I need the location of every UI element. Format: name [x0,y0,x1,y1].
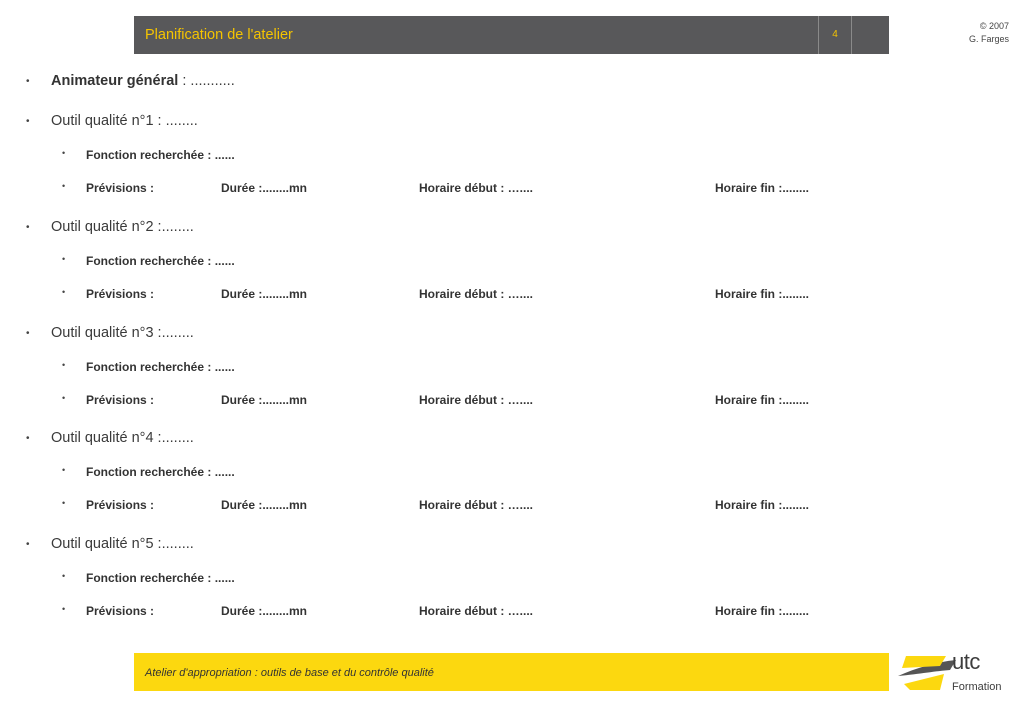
bullet-icon: • [26,328,30,339]
previsions-label: Prévisions : [86,287,155,301]
horaire-fin-field: Horaire fin :........ [715,604,810,618]
duree-field: Durée :........mn [221,393,308,407]
animateur-label: Animateur général [51,73,179,89]
bullet-icon: • [62,571,66,581]
bullet-icon: • [62,287,66,297]
outil-title: Outil qualité n°1 : ........ [51,113,198,129]
bullet-icon: • [62,254,66,264]
bullet-icon: • [62,465,66,475]
horaire-debut-field: Horaire début : ….... [419,604,534,618]
animateur-line [51,73,235,89]
horaire-fin-field: Horaire fin :........ [715,393,810,407]
duree-field: Durée :........mn [221,181,308,195]
bullet-icon: • [26,433,30,444]
animateur-value: : ........... [178,73,235,89]
bullet-icon: • [62,148,66,158]
fonction-recherchee: Fonction recherchée : ...... [86,465,235,479]
horaire-fin-field: Horaire fin :........ [715,181,810,195]
horaire-debut-field: Horaire début : ….... [419,181,534,195]
horaire-debut-field: Horaire début : ….... [419,287,534,301]
outil-title: Outil qualité n°4 :........ [51,430,194,446]
bullet-icon: • [62,360,66,370]
bullet-icon: • [26,222,30,233]
bullet-icon: • [62,393,66,403]
duree-field: Durée :........mn [221,287,308,301]
duree-field: Durée :........mn [221,604,308,618]
copyright [969,20,1009,46]
bullet-icon: • [62,181,66,191]
bullet-icon: • [62,604,66,614]
bullet-icon: • [26,539,30,550]
outil-title: Outil qualité n°2 :........ [51,219,194,235]
previsions-label: Prévisions : [86,604,155,618]
horaire-debut-field: Horaire début : ….... [419,498,534,512]
fonction-recherchee: Fonction recherchée : ...... [86,148,235,162]
logo-name: utc [952,649,980,674]
copyright-year: © 2007 [979,21,1009,31]
previsions-label: Prévisions : [86,393,155,407]
duree-field: Durée :........mn [221,498,308,512]
page-number: 4 [818,16,852,54]
bullet-icon: • [26,76,30,87]
previsions-label: Prévisions : [86,181,155,195]
copyright-author: G. Farges [968,34,1009,44]
fonction-recherchee: Fonction recherchée : ...... [86,571,235,585]
horaire-debut-field: Horaire début : ….... [419,393,534,407]
horaire-fin-field: Horaire fin :........ [715,287,810,301]
bullet-icon: • [26,116,30,127]
horaire-fin-field: Horaire fin :........ [715,498,810,512]
outil-title: Outil qualité n°5 :........ [51,536,194,552]
fonction-recherchee: Fonction recherchée : ...... [86,254,235,268]
bullet-icon: • [62,498,66,508]
previsions-label: Prévisions : [86,498,155,512]
outil-title: Outil qualité n°3 :........ [51,325,194,341]
header-bar [134,16,889,54]
fonction-recherchee: Fonction recherchée : ...... [86,360,235,374]
logo-subtitle: Formation [952,681,1002,693]
footer-text: Atelier d'appropriation : outils de base et du contrôle qualité [145,667,434,679]
footer-bar [134,653,889,691]
page-title: Planification de l'atelier [145,27,293,43]
